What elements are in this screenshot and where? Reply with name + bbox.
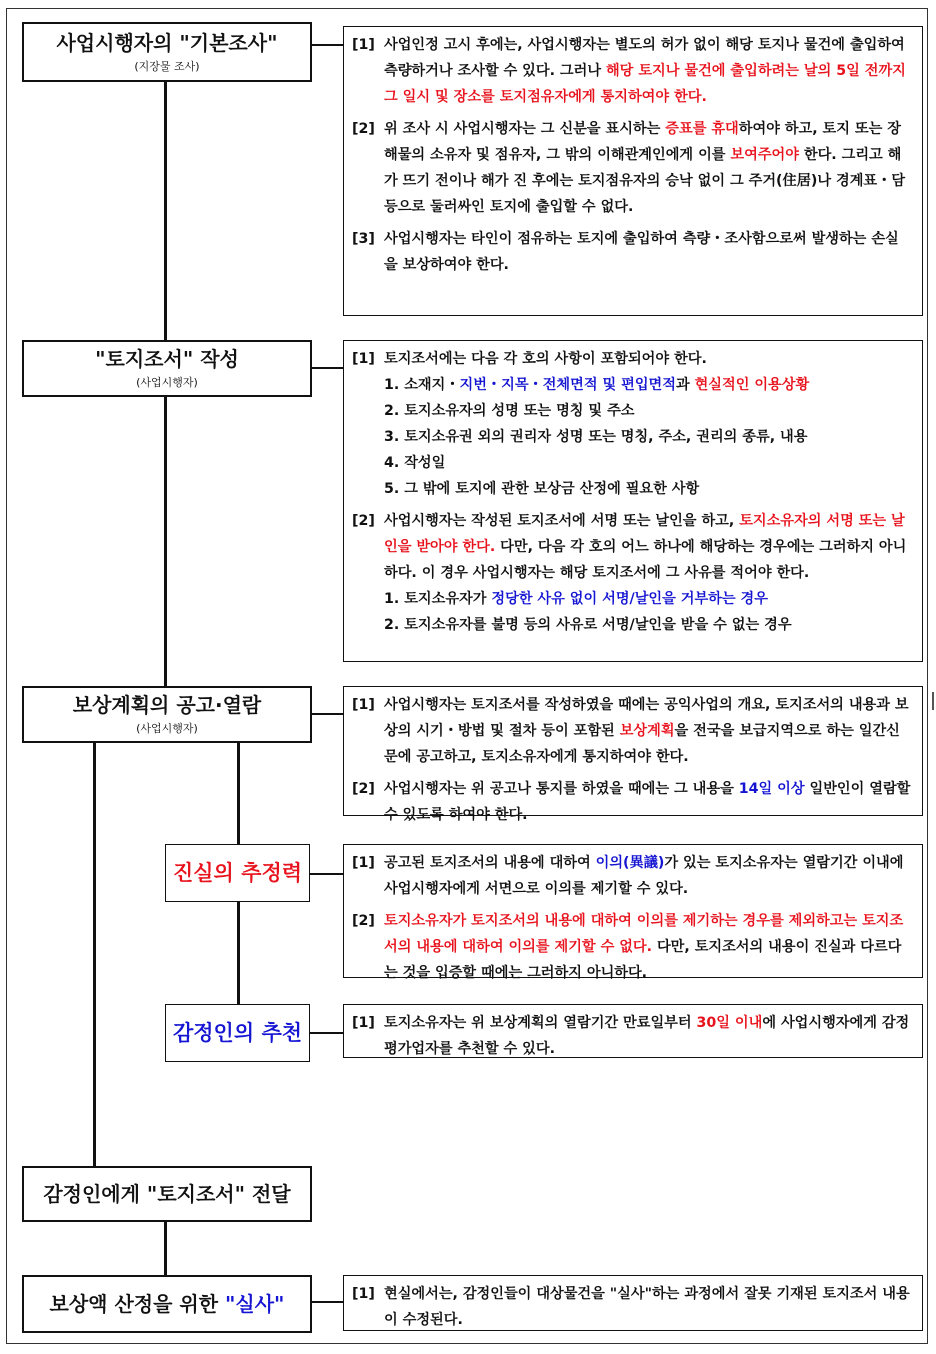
- node-basic-survey: [22, 22, 312, 82]
- clause-text: [384, 692, 912, 770]
- desc-box-land: [343, 340, 923, 662]
- connector-main-3: [93, 742, 96, 1166]
- text-segment: 공고된 토지조서의 내용에 대하여: [384, 855, 596, 871]
- node-inspection-title: 보상액 산정을 위한: [49, 1292, 225, 1316]
- sub-item: [384, 372, 912, 398]
- clause-number: [1]: [352, 1015, 375, 1031]
- clause-number: [2]: [352, 913, 375, 929]
- text-segment: 토지소유자의 서명 또는 날인을 받아야 한다.: [384, 513, 905, 555]
- desc-box-notice: [343, 686, 923, 823]
- clause-item: [352, 850, 912, 902]
- sub-item: [384, 424, 912, 450]
- text-segment: 2. 토지소유자를 불명 등의 사유로 서명/날인을 받을 수 없는 경우: [384, 617, 792, 633]
- connector-h-inspect: [310, 1301, 344, 1303]
- node-notice-sub: (사업시행자): [136, 722, 198, 735]
- clause-text: [384, 116, 912, 220]
- text-segment: 과: [675, 377, 695, 393]
- desc-box-inspection: [343, 1275, 923, 1331]
- sub-item: [384, 586, 912, 612]
- desc-box-truth: [343, 844, 923, 981]
- clause-item: [352, 908, 912, 986]
- text-segment: 에 사업시행자에게 감정평가업자를 추천할 수 있다.: [384, 1015, 910, 1057]
- clause-number: [1]: [352, 351, 375, 367]
- node-appraiser-recommend: [165, 1004, 310, 1062]
- connector-main-1: [164, 80, 167, 342]
- text-segment: 사업인정 고시 후에는, 사업시행자는 별도의 허가 없이 해당 토지나 물건에 출입하여 측량하거나 조사할 수 있다. 그러나: [384, 37, 905, 79]
- desc-box-basic: [343, 26, 923, 316]
- text-segment: 토지조서에는 다음 각 호의 사항이 포함되어야 한다.: [384, 351, 707, 367]
- text-segment: 1. 소재지・: [384, 377, 460, 393]
- text-segment: 보여주어야: [730, 147, 799, 163]
- node-deliver-title: 감정인에게 "토지조서" 전달: [43, 1182, 291, 1206]
- connector-h-land: [310, 367, 344, 369]
- clause-number: [2]: [352, 121, 375, 137]
- clause-text: [384, 850, 912, 902]
- clause-text: [384, 1010, 912, 1062]
- clause-number: [2]: [352, 513, 375, 529]
- text-segment: 이의(異議): [595, 855, 665, 871]
- node-basic-survey-highlight: "기본조사": [179, 30, 278, 55]
- node-inspection: [22, 1275, 312, 1333]
- clause-item: [352, 226, 912, 278]
- text-segment: 위 조사 시 사업시행자는 그 신분을 표시하는: [384, 121, 666, 137]
- node-notice: [22, 686, 312, 743]
- node-basic-survey-title: 사업시행자의: [56, 30, 180, 55]
- text-segment: 지번・지목・전체면적 및 편입면적: [459, 377, 676, 393]
- text-segment: 정당한 사유 없이 서명/날인을 거부하는 경우: [491, 591, 768, 607]
- text-segment: 하여야 하고, 토지 또는 장해물의 소유자 및 점유자, 그 밖의 이해관계인에게 이를: [384, 121, 901, 163]
- clause-item: [352, 32, 912, 110]
- text-segment: 사업시행자는 위 공고나 통지를 하였을 때에는 그 내용을: [384, 781, 739, 797]
- text-segment: 사업시행자는 작성된 토지조서에 서명 또는 날인을 하고,: [384, 513, 740, 529]
- connector-h-appraiser: [310, 1032, 344, 1034]
- clause-item: [352, 508, 912, 638]
- sub-item: [384, 450, 912, 476]
- text-segment: 30일 이내: [696, 1015, 763, 1031]
- text-segment: 5. 그 밖에 토지에 관한 보상금 산정에 필요한 사항: [384, 481, 700, 497]
- desc-box-appraiser: [343, 1004, 923, 1058]
- text-segment: 다만, 다음 각 호의 어느 하나에 해당하는 경우에는 그러하지 아니하다. 이 경우 사업시행자는 해당 토지조서에 그 사유를 적어야 한다.: [384, 539, 907, 581]
- text-segment: 14일 이상: [738, 781, 805, 797]
- clause-number: [1]: [352, 1286, 375, 1302]
- connector-h-basic: [310, 44, 344, 46]
- node-truth-presumption: [165, 844, 310, 902]
- clause-item: [352, 1281, 912, 1333]
- clause-number: [2]: [352, 781, 375, 797]
- text-segment: 3. 토지소유권 외의 권리자 성명 또는 명칭, 주소, 권리의 종류, 내용: [384, 429, 808, 445]
- margin-tick: [932, 692, 934, 710]
- text-segment: 현실적인 이용상황: [694, 377, 810, 393]
- sub-item: [384, 476, 912, 502]
- clause-text: [384, 908, 912, 986]
- text-segment: 을 전국을 보급지역으로 하는 일간신문에 공고하고, 토지소유자에게 통지하여야 한다.: [384, 723, 900, 765]
- node-deliver: [22, 1166, 312, 1222]
- text-segment: 일반인이 열람할 수 있도록 하여야 한다.: [384, 781, 911, 823]
- text-segment: 토지소유자가 토지조서의 내용에 대하여 이의를 제기하는 경우를 제외하고는 토지조서의 내용에 대하여 이의를 제기할 수 없다.: [384, 913, 904, 955]
- clause-item: [352, 1010, 912, 1062]
- clause-text: [384, 32, 912, 110]
- connector-h-truth: [310, 873, 344, 875]
- sub-item: [384, 398, 912, 424]
- text-segment: 사업시행자는 토지조서를 작성하였을 때에는 공익사업의 개요, 토지조서의 내용과 보상의 시기・방법 및 절차 등이 포함된: [384, 697, 909, 739]
- connector-h-notice: [310, 713, 344, 715]
- clause-item: [352, 116, 912, 220]
- clause-number: [3]: [352, 231, 375, 247]
- text-segment: 2. 토지소유자의 성명 또는 명칭 및 주소: [384, 403, 635, 419]
- clause-text: [384, 346, 912, 372]
- connector-main-4: [164, 1221, 167, 1276]
- text-segment: 현실에서는, 감정인들이 대상물건을 "실사"하는 과정에서 잘못 기재된 토지조서 내용이 수정된다.: [384, 1286, 910, 1328]
- node-appraiser-title: 감정인의 추천: [172, 1021, 303, 1045]
- clause-text: [384, 1281, 912, 1333]
- text-segment: 해당 토지나 물건에 출입하려는 날의 5일 전까지 그 일시 및 장소를 토지점유자에게 통지하여야 한다.: [384, 63, 906, 105]
- text-segment: 보상계획: [619, 723, 675, 739]
- connector-main-2: [164, 395, 167, 687]
- text-segment: 다만, 토지조서의 내용이 진실과 다르다는 것을 입증할 때에는 그러하지 아니하다.: [384, 939, 902, 981]
- node-notice-title: 보상계획의 공고·열람: [72, 693, 262, 717]
- clause-number: [1]: [352, 697, 375, 713]
- node-truth-title: 진실의 추정력: [172, 861, 303, 885]
- text-segment: 가 있는 토지소유자는 열람기간 이내에 사업시행자에게 서면으로 이의를 제기할 수 있다.: [384, 855, 904, 897]
- node-basic-survey-sub: (지장물 조사): [134, 59, 200, 73]
- node-land-record-title: "토지조서" 작성: [95, 347, 239, 371]
- node-inspection-highlight: "실사": [224, 1292, 285, 1316]
- clause-number: [1]: [352, 37, 375, 53]
- text-segment: 한다. 그리고 해가 뜨기 전이나 해가 진 후에는 토지점유자의 승낙 없이 그 주거(住居)나 경계표・담 등으로 둘러싸인 토지에 출입할 수 없다.: [384, 147, 906, 215]
- clause-item: [352, 692, 912, 770]
- text-segment: 증표를 휴대: [665, 121, 739, 137]
- node-land-record: [22, 340, 312, 397]
- clause-text: [384, 776, 912, 828]
- text-segment: 토지소유자는 위 보상계획의 열람기간 만료일부터: [384, 1015, 697, 1031]
- clause-number: [1]: [352, 855, 375, 871]
- clause-item: [352, 346, 912, 502]
- text-segment: 1. 토지소유자가: [384, 591, 492, 607]
- clause-text: [384, 226, 912, 278]
- clause-text: [384, 508, 912, 586]
- node-land-record-sub: (사업시행자): [136, 376, 198, 389]
- text-segment: 4. 작성일: [384, 455, 446, 471]
- clause-item: [352, 776, 912, 828]
- sub-item: [384, 612, 912, 638]
- text-segment: 사업시행자는 타인이 점유하는 토지에 출입하여 측량・조사함으로써 발생하는 손실을 보상하여야 한다.: [384, 231, 899, 273]
